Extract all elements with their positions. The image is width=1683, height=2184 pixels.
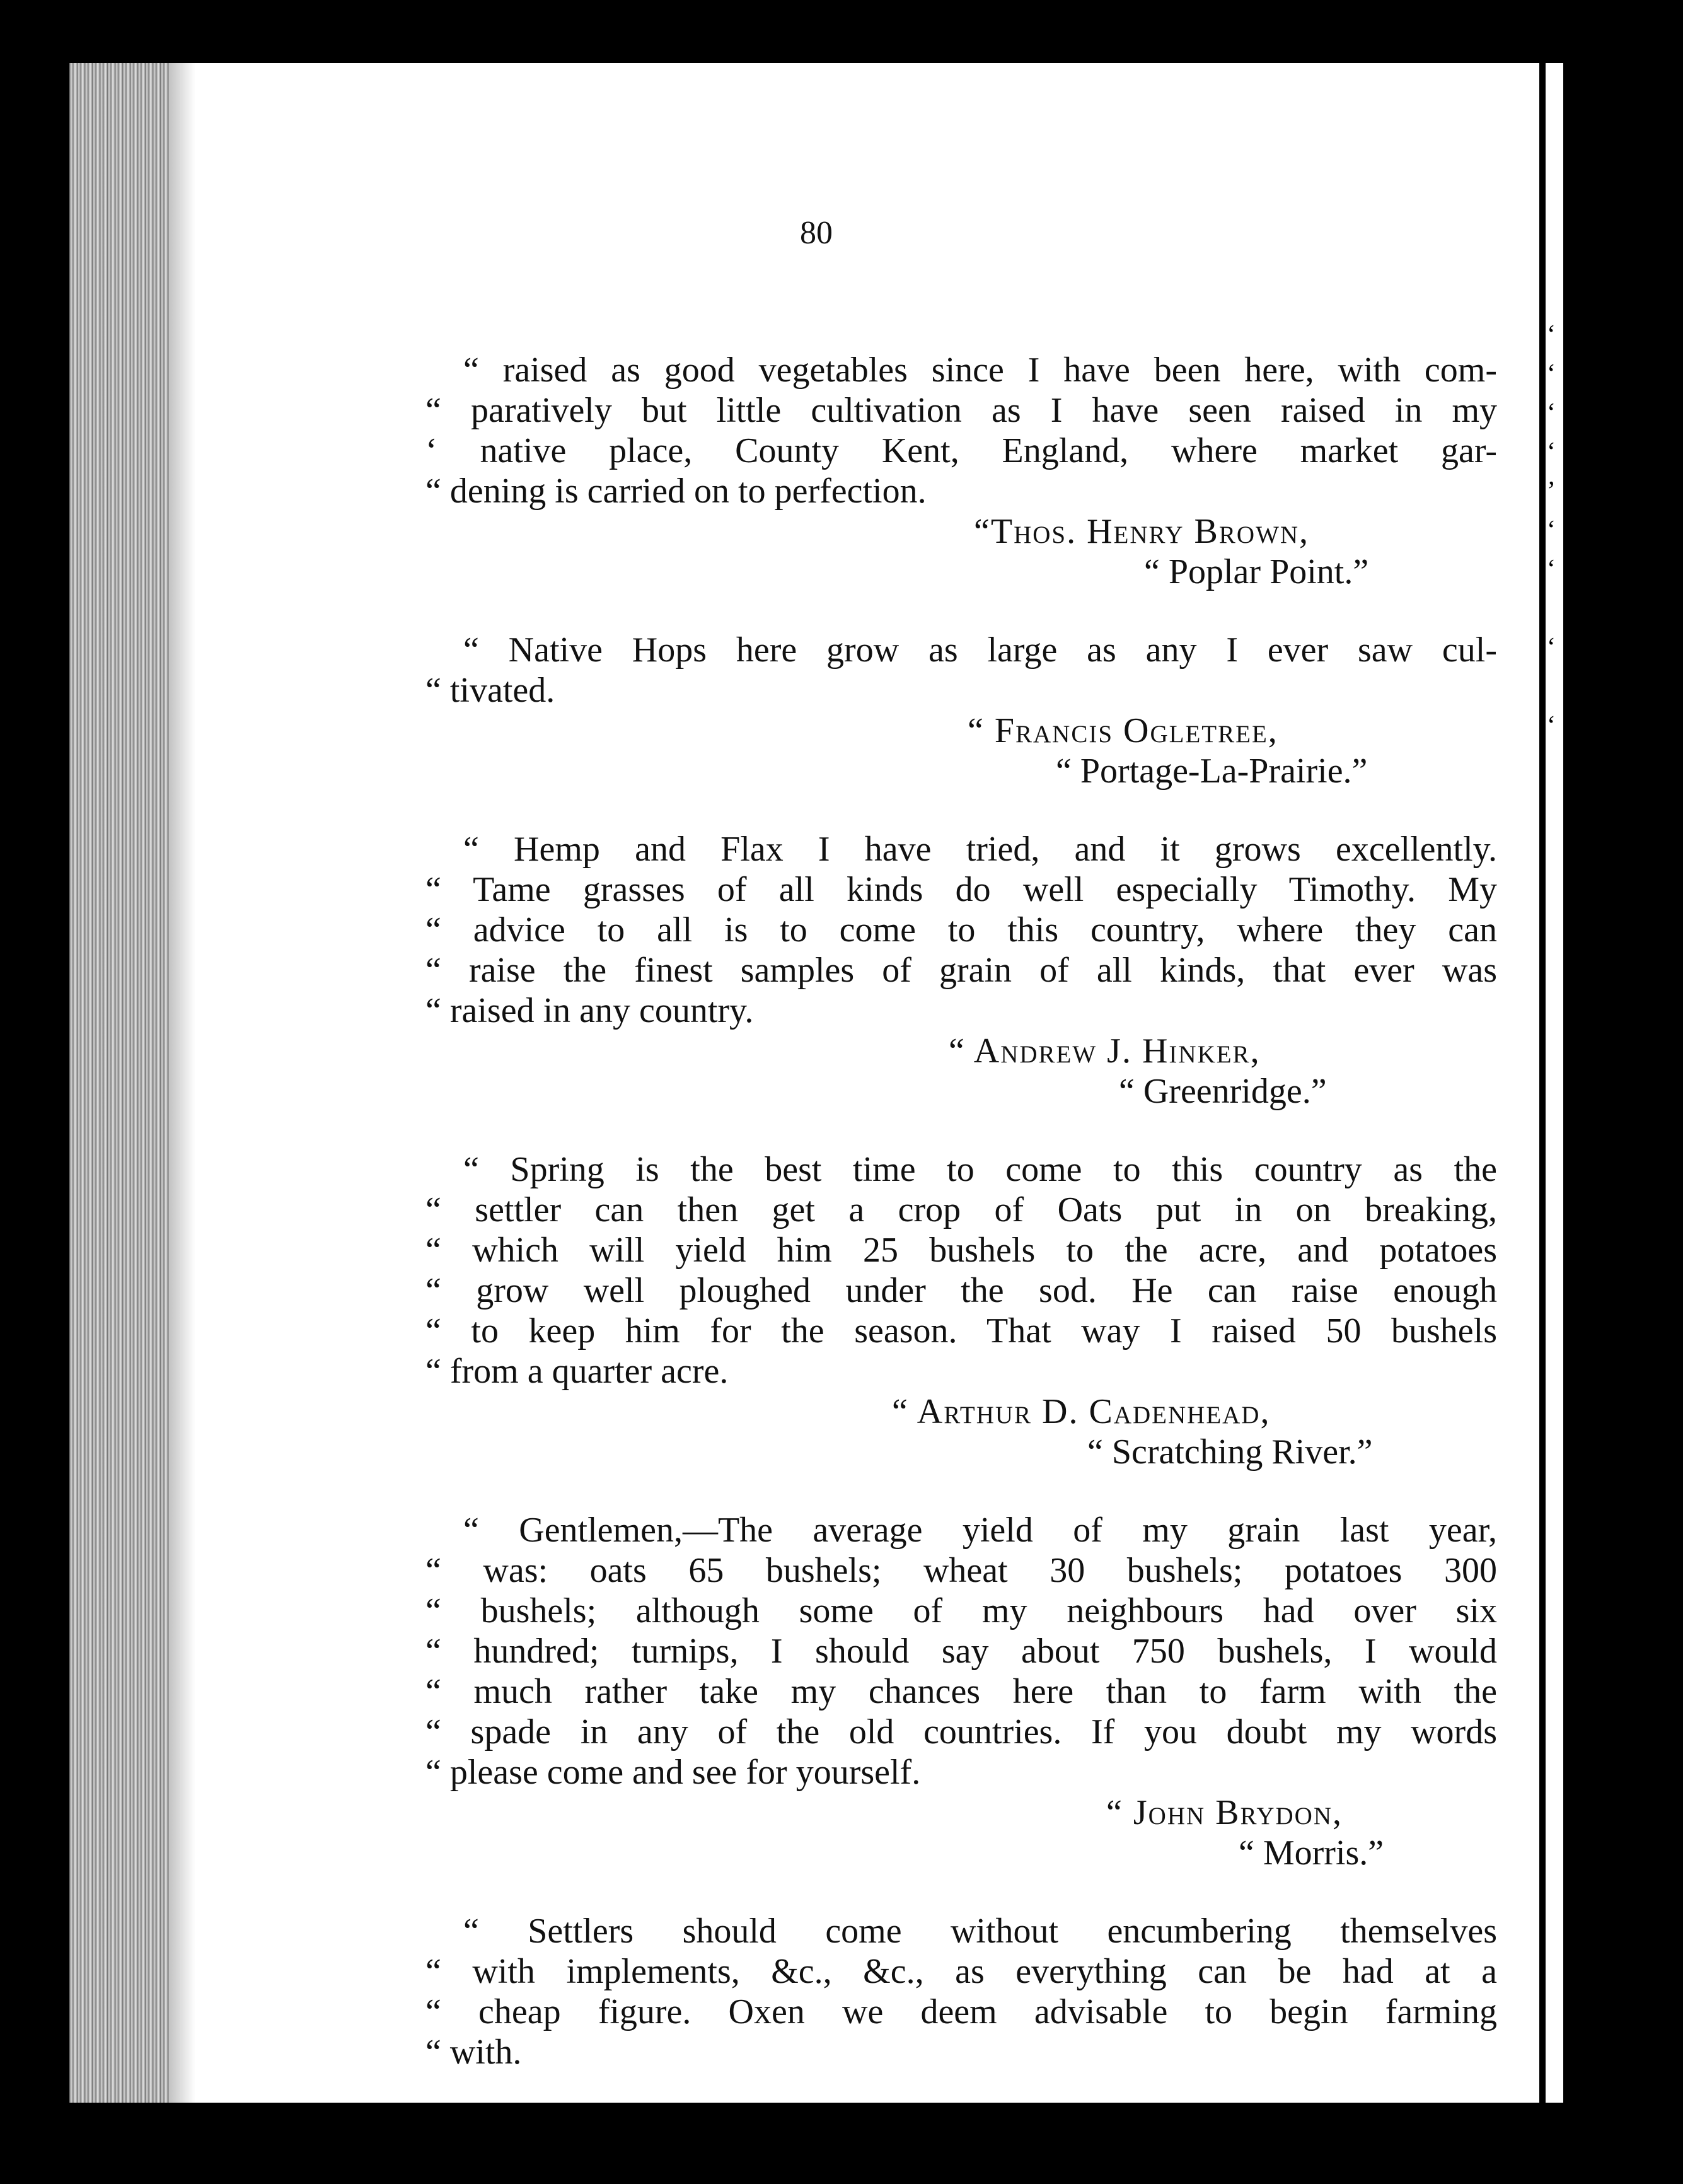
paragraph-gap xyxy=(425,1112,1497,1149)
quote-place: “ Scratching River.” xyxy=(1087,1432,1373,1472)
facing-page-mark: ‘ xyxy=(1547,438,1556,467)
paragraph-gap xyxy=(425,791,1497,829)
quote-line: “ paratively but little cultivation as I have seen raised in my xyxy=(425,391,1497,430)
paragraph-gap xyxy=(425,1873,1497,1911)
quote-line: “ Settlers should come without encumbering themselves xyxy=(463,1912,1497,1951)
quote-line: “ raised in any country. xyxy=(425,991,754,1030)
quote-line: “ to keep him for the season. That way I raised 50 bushels xyxy=(425,1311,1497,1350)
quote-line: “ grow well ploughed under the sod. He can raise enough xyxy=(425,1271,1497,1310)
book-page xyxy=(69,63,1563,2103)
testimonial-quote xyxy=(425,630,1497,791)
facing-page-mark: ’ xyxy=(1547,477,1556,506)
quote-place: “ Portage-La-Prairie.” xyxy=(1056,752,1368,791)
quote-line: “ Hemp and Flax I have tried, and it grows excellently. xyxy=(463,830,1497,869)
quote-line: “ please come and see for yourself. xyxy=(425,1753,921,1792)
quote-signature: “ Arthur D. Cadenhead, xyxy=(892,1392,1271,1431)
paragraph-gap xyxy=(425,1472,1497,1510)
testimonial-quote xyxy=(425,1510,1497,1873)
quote-line: “ dening is carried on to perfection. xyxy=(425,472,927,511)
facing-page-mark: ‘ xyxy=(1547,398,1556,427)
quote-signature: “ Andrew J. Hinker, xyxy=(949,1031,1261,1071)
facing-page-mark: ‘ xyxy=(1547,555,1556,584)
quote-line: “ Native Hops here grow as large as any I ever saw cul- xyxy=(463,630,1497,670)
quote-line: “ hundred; turnips, I should say about 750 bushels, I would xyxy=(425,1632,1497,1671)
quote-line: “ spade in any of the old countries. If you doubt my words xyxy=(425,1712,1497,1751)
facing-page-mark: ‘ xyxy=(1547,711,1556,740)
quote-place: “ Poplar Point.” xyxy=(1144,552,1369,591)
quote-line: “ from a quarter acre. xyxy=(425,1352,729,1391)
quote-line: “ which will yield him 25 bushels to the acre, and potatoes xyxy=(425,1231,1497,1270)
quote-line: “ with. xyxy=(425,2033,522,2072)
quote-signature: “Thos. Henry Brown, xyxy=(974,512,1310,551)
quote-line: “ Gentlemen,—The average yield of my grain last year, xyxy=(463,1511,1497,1550)
quote-place: “ Greenridge.” xyxy=(1119,1072,1327,1111)
page-number: 80 xyxy=(800,215,833,251)
facing-page-mark: ‘ xyxy=(1547,633,1556,662)
quote-line: “ Tame grasses of all kinds do well especially Timothy. My xyxy=(425,870,1497,909)
quote-line: “ much rather take my chances here than to farm with the xyxy=(425,1672,1497,1711)
quote-place: “ Morris.” xyxy=(1239,1833,1384,1873)
facing-page-marks xyxy=(1547,315,1559,745)
quote-line: ‘ native place, County Kent, England, where market gar- xyxy=(425,431,1497,470)
testimonial-quote xyxy=(425,829,1497,1112)
facing-page-edge xyxy=(1539,63,1563,2103)
quote-signature: “ Francis Ogletree, xyxy=(968,711,1278,750)
quote-signature: “ John Brydon, xyxy=(1106,1793,1343,1832)
testimonials-text xyxy=(425,350,1497,2072)
paragraph-gap xyxy=(425,592,1497,630)
quote-line: “ cheap figure. Oxen we deem advisable to begin farming xyxy=(425,1992,1497,2031)
facing-page-mark xyxy=(1547,667,1559,706)
quote-line: “ was: oats 65 bushels; wheat 30 bushels; potatoes 300 xyxy=(425,1551,1497,1590)
testimonial-quote xyxy=(425,350,1497,592)
page-binding-edge xyxy=(69,63,170,2103)
quote-line: “ advice to all is to come to this country, where they can xyxy=(425,910,1497,950)
quote-line: “ raise the finest samples of grain of all kinds, that ever was xyxy=(425,951,1497,990)
quote-line: “ bushels; although some of my neighbours had over six xyxy=(425,1591,1497,1630)
quote-line: “ raised as good vegetables since I have been here, with com- xyxy=(463,351,1497,390)
quote-line: “ settler can then get a crop of Oats put in on breaking, xyxy=(425,1190,1497,1229)
quote-line: “ Spring is the best time to come to this country as the xyxy=(463,1150,1497,1189)
testimonial-quote xyxy=(425,1149,1497,1472)
facing-page-mark: ‘ xyxy=(1547,516,1556,545)
testimonial-quote xyxy=(425,1911,1497,2072)
facing-page-mark xyxy=(1547,589,1559,628)
quote-line: “ with implements, &c., &c., as everything can be had at a xyxy=(425,1952,1497,1991)
facing-page-mark: ‘ xyxy=(1547,320,1556,349)
facing-page-mark: ‘ xyxy=(1547,359,1556,388)
quote-line: “ tivated. xyxy=(425,671,555,710)
